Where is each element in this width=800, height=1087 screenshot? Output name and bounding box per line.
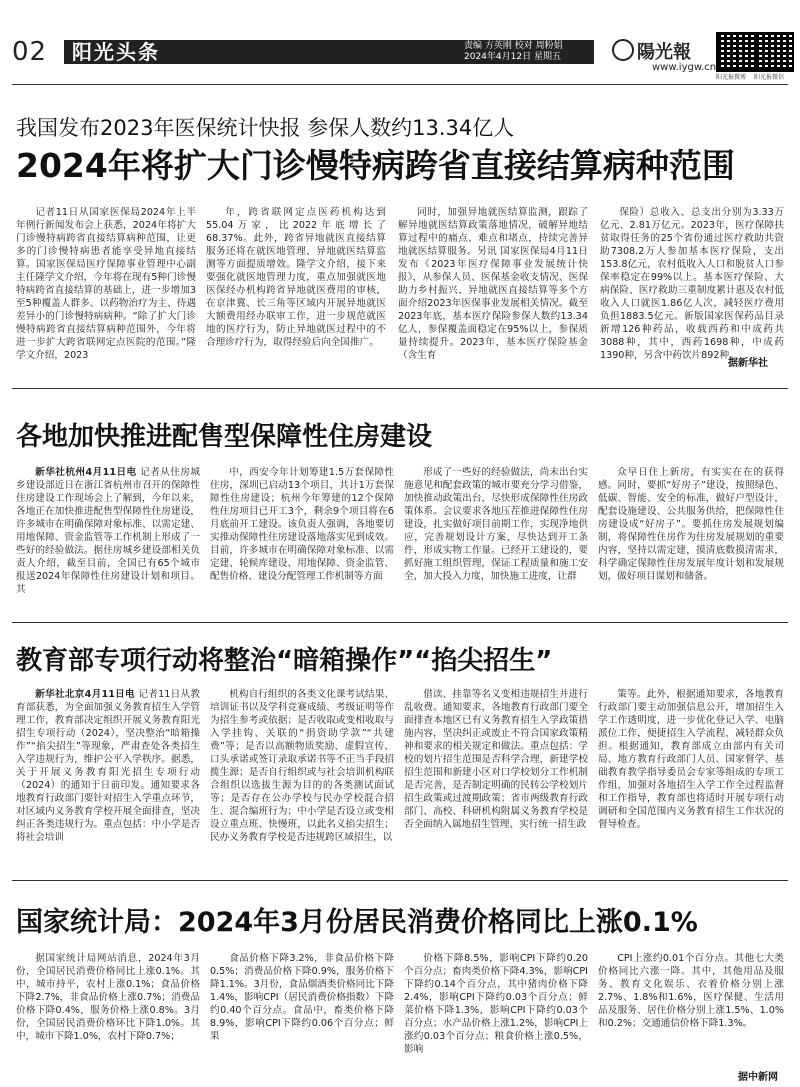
article2-column: 中，西安今年计划筹建1.5万套保障性住房，深圳已启动13个项目，共计1万套保障性住房建设；杭州今年筹建的12个保障性住房项目已开工3个，剩余9个项目将在6月底前开工建设。该负责人强调，各地要切实推动保障性住房建设落地落实见到成效。目前，许多城市在明确保障对象标准、以需定建、轮候库建设、用地保障、资金监管、配售价格、建设分配管理工作机制等方面 [210,467,394,582]
article1-column: 同时，加强异地就医结算监测，跟踪了解异地就医结算政策落地情况，破解异地结算过程中的痛点、难点和堵点，持续完善异地就医结算服务。另讯 国家医保局4月11日发布《2023年医疗保障事业发展统计快报》，从参保人员、医保基金收支情况、医保助力乡村振兴、异地就医直接结算等多个方面介绍2023年医保事业发展相关情况。截至2023年底，基本医疗保险参保人数约13.34亿人，参保覆盖面稳定在95%以上，参保质量持续提升。2023年，基本医疗保险基金（含生育 [398,207,588,361]
qr-code-icon[interactable] [716,32,756,72]
qr-code-icon[interactable] [754,32,794,72]
section-name: 阳光头条 [72,40,160,64]
logo-text: 陽光報 [637,42,691,63]
article4-column: 价格下降8.5%，影响CPI下降约0.20个百分点；畜肉类价格下降4.3%，影响CPI下降约0.14个百分点，其中猪肉价格下降2.4%，影响CPI下降约0.03个百分点；鲜菜价格下降1.3%，影响CPI下降约0.03个百分点；水产品价格上涨1.2%，影响CPI上涨约0.03个百分点；粮食价格上涨0.5%，影响 [404,953,588,1055]
article3-column: 借读、挂靠等名义变相违规招生并进行乱收费。通知要求，各地教育行政部门要全面排查本地区已有义务教育招生入学政策措施内容，坚决纠正或废止不符合国家政策精神和要求的相关规定和做法。重点包括：学校的划片招生范围是否科学合理，新建学校招生范围和新建小区对口学校划分工作机制是否完善，是否制定明确的民转公学校划片招生政策或过渡期政策；省市两级教育行政部门、高校、科研机构附属义务教育学校是否全面纳入属地招生管理、实行统一招生政 [404,689,588,830]
article1-source: 据新华社 [728,358,768,369]
article4-column: 食品价格下降3.2%，非食品价格下降0.5%；消费品价格下降0.9%，服务价格下降1.1%。3月份，食品烟酒类价格同比下降1.4%，影响CPI（居民消费价格指数）下降约0.40个百分点。食品中，畜类价格下降8.9%，影响CPI下降约0.06个百分点；鲜果 [210,953,394,1042]
article4-source: 据中新网 [738,1072,778,1083]
article4-column: CPI上涨约0.01个百分点。其他七大类价格同比六涨一降。其中，其他用品及服务、教育文化娱乐、衣着价格分别上涨2.7%、1.8%和1.6%，医疗保健、生活用品及服务、居住价格分别上涨1.5%、1.0%和0.2%；交通通信价格下降1.3%。 [598,953,784,1029]
article3-column: 机构自行组织的各类文化课考试结果、培训证书以及学科竞赛成绩、考级证明等作为招生参考或依据；是否收取或变相收取与入学挂钩、关联的“捐资助学款”“共建费”等；是否以高额物质奖励、虚假宣传、口头承诺或签订录取承诺书等不正当手段招揽生源；是否自行组织或与社会培训机构联合组织以选拔生源为目的的各类测试面试等；是否存在公办学校与民办学校混合招生、混合编班行为；中小学是否设立或变相设立重点班、快慢班，以此名义掐尖招生；民办义务教育学校是否违规跨区域招生，以 [210,689,394,843]
article1-subtitle: 我国发布2023年医保统计快报 参保人数约13.34亿人 [16,116,515,140]
article3-dateline: 新华社北京4月11日电 [35,689,135,700]
newspaper-logo [612,38,691,64]
article1-title: 2024年将扩大门诊慢特病跨省直接结算病种范围 [16,146,735,185]
qr-label: 阳光报微博 [716,74,747,81]
website-url[interactable]: www.iygw.cn [652,62,717,73]
article3-column: 策等。此外，根据通知要求，各地教育行政部门要主动加强信息公开，增加招生入学工作透明度，进一步优化登记入学、电脑派位工作，便捷招生入学流程，减轻群众负担。根据通知，教育部成立由部内有关司局、地方教育行政部门人员、国家督学、基础教育教学指导委员会专家等组成的专项工作组，加强对各地招生入学工作全过程监督和工作指导，教育部也将适时开展专项行动调研和全国范围内义务教育招生工作状况的督导检查。 [598,689,784,830]
page-number: 02 [12,37,48,67]
article1-column: 年，跨省联网定点医药机构达到55.04万家，比2022年底增长了68.37%。此外，跨省异地就医直接结算服务还将在就医地管理、异地就医结算监测等方面提质增效。隆学文介绍，接下来要强化就医地管理力度，重点加强就医地医保经办机构跨省异地就医费用的审核，在京津冀、长三角等区域内开展异地就医大额费用经办联审工作，进一步规范就医地的医疗行为，防止异地就医过程中的不合理诊疗行为，取得经验后向全国推广。 [206,207,386,348]
sun-logo-icon [612,39,634,61]
issue-date: 2024年4月12日 星期五 [464,52,561,62]
divider [12,880,788,881]
article2-dateline: 新华社杭州4月11日电 [35,467,137,478]
article2-title: 各地加快推进配售型保障性住房建设 [16,422,433,452]
divider [12,622,788,623]
divider [12,84,788,85]
section-bar [64,40,594,64]
article1-column: 保险）总收入、总支出分别为3.33万亿元、2.81万亿元。2023年，医疗保障扶贫取得任务的25个省份通过医疗救助共资助7308.2万人参加基本医疗保险，支出153.8亿元，农村低收入人口和脱贫人口参保率稳定在99%以上。基本医疗保险、大病保险、医疗救助三重制度累计惠及农村低收入人口就医1.86亿人次，减轻医疗费用负担1883.5亿元。新版国家医保药品目录新增126种药品，收载西药和中成药共3088种，其中，西药1698种，中成药1390种，另含中药饮片892种。 [600,207,784,361]
article2-column: 形成了一些好的经验做法，尚未出台实施意见和配套政策的城市要充分学习借鉴，加快推动政策出台，尽快形成保障性住房政策体系。会议要求各地压茬推进保障性住房建设，扎实做好项目前期工作，实现净地供应，完善规划设计方案，尽快达到开工条件，形成实物工作量。已经开工建设的，要抓好施工组织管理，保证工程质量和施工安全，加大投入力度，加快施工进度，让群 [404,467,588,582]
article3-title: 教育部专项行动将整治“暗箱操作”“掐尖招生” [16,646,553,676]
divider [12,388,788,389]
article4-title: 国家统计局：2024年3月份居民消费价格同比上涨0.1% [16,907,698,938]
article4-column: 据国家统计局网站消息，2024年3月份，全国居民消费价格同比上涨0.1%。其中，城市持平，农村上涨0.1%；食品价格下降2.7%，非食品价格上涨0.7%；消费品价格下降0.4%，服务价格上涨0.8%。3月份，全国居民消费价格环比下降1.0%。其中，城市下降1.0%，农村下降0.7%； [16,953,200,1042]
qr-label: 阳光报微信 [754,74,785,81]
article2-column: 新华社杭州4月11日电 记者从住房城乡建设部近日在浙江省杭州市召开的保障性住房建设工作现场会上了解到，今年以来，各地正在加快推进配售型保障性住房建设，许多城市在明确保障对象标准、以需定建、用地保障、资金监管等工作机制上形成了一些好的经验做法。据住房城乡建设部相关负责人介绍，截至目前，全国已有65个城市报送2024年保障性住房建设计划和项目。其 [16,467,200,595]
article3-column: 新华社北京4月11日电 记者11日从教育部获悉，为全面加强义务教育招生入学管理工作，教育部决定组织开展义务教育阳光招生专项行动（2024），坚决整治“暗箱操作”“掐尖招生”等现象，严肃查处各类招生入学违规行为，维护公平入学秩序。据悉，关于开展义务教育阳光招生专项行动（2024）的通知于日前印发。通知要求各地教育行政部门要针对招生入学重点环节，对区域内义务教育学校开展全面排查，坚决纠正各类违规行为。重点包括：中小学是否将社会培训 [16,689,200,843]
editors-line: 责编 方英刚 校对 周粉娟 [464,41,563,51]
article1-column: 记者11日从国家医保局2024年上半年例行新闻发布会上获悉，2024年将扩大门诊慢特病跨省直接结算病种范围，让更多的门诊慢特病患者能享受异地直接结算。国家医保局医疗保障事业管理中心副主任隆学文介绍，今年将在现有5种门诊慢特病跨省直接结算的基础上，进一步增加3至5种覆盖人群多、以药物治疗为主、待遇差异小的门诊慢特病病种。“除了扩大门诊慢特病跨省直接结算病种范围外，今年将进一步扩大跨省联网定点医院的范围。”隆学文介绍，2023 [16,207,196,361]
article2-column: 众早日住上新房，有实实在在的获得感。同时，要抓“好房子”建设，按照绿色、低碳、智能、安全的标准，做好户型设计，配套设施建设、公共服务供给，把保障性住房建设成“好房子”。要抓住房发展规划编制，将保障性住房作为住房发展规划的重要内容，坚持以需定建，摸清底数摸清需求，科学确定保障性住房发展年度计划和发展规划，做好项目谋划和储备。 [598,467,784,582]
masthead [12,37,788,73]
